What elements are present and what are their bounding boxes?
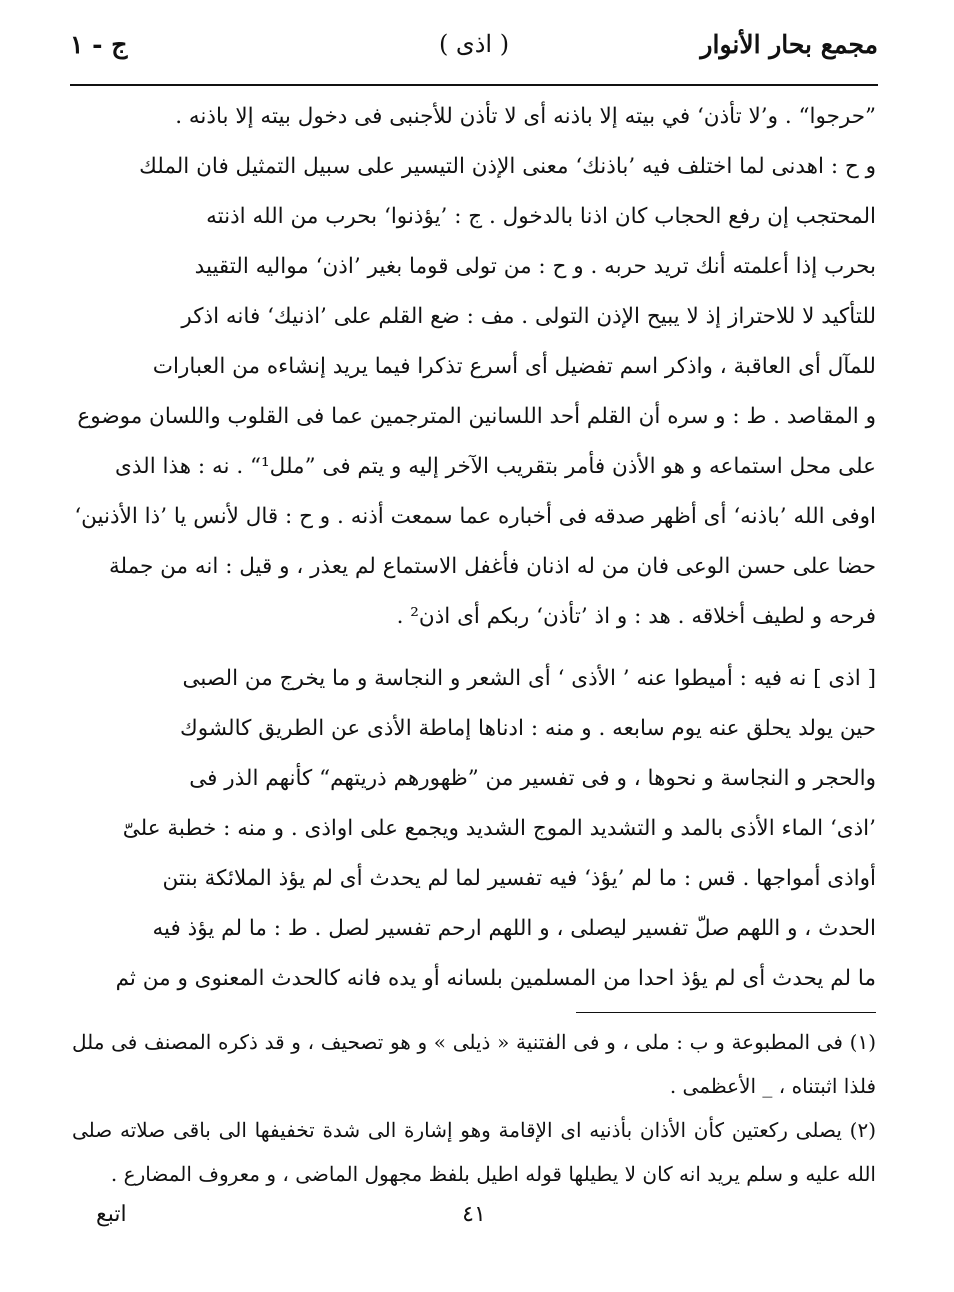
text-line: فرحه و لطيف أخلاقه . هد : و اذ ’تأذن‘ ربكم أى اذن² . [396,604,876,629]
footnote-1: (١) فى المطبوعة و ب : ملى ، و فى الفتنية « ذيلى » و هو تصحيف ، و قد ذكره المصنف فى ملل فلذا اثبتناه ، _ الأعظمى . [72,1030,877,1098]
entry-heading: ( اذى ) [438,30,510,58]
page-number: ٤١ [462,1202,486,1227]
text-line: للمآل أى العاقبة ، واذكر اسم تفضيل أى أسرع تذكرا فيما يريد إنشاءه من العبارات [152,354,876,379]
entry-line: ما لم يحدث أى لم يؤذ احدا من المسلمين بلسانه أو يده فانه كالحدث المعنوى و من ثم [115,966,876,991]
entry-line: ’اذى‘ الماء الأذى بالمد و التشديد الموج الشديد ويجمع على اواذى . و منه : خطبة علىّ [122,816,876,841]
text-line: و المقاصد . ط : و سره أن القلم أحد اللسانين المترجمين عما فى القلوب واللسان موضوع [77,404,876,429]
text-line: و ح : اهدنى لما اختلف فيه ’باذنك‘ معنى الإذن التيسير على سبيل التمثيل فان الملك [139,154,876,179]
header-rule [70,84,878,86]
volume-label: ج - ١ [70,29,128,59]
text-line: اوفى الله ’باذنه‘ أى أظهر صدقه فى أخباره عما سمعت أذنه . و ح : قال لأنس يا ’ذا الأذنين‘ [74,504,876,529]
text-line: على محل استماعه و هو الأذن فأمر بتقريب الآخر إليه و يتم فى ”ملل¹“ . نه : هذا الذى [115,454,876,479]
text-line: ”حرجوا“ . و’لا تأذن‘ في بيته إلا باذنه أى لا تأذن للأجنبى فى دخول بيته إلا باذنه . [175,104,876,129]
footnote-rule [576,1012,876,1013]
text-line: للتأكيد لا للاحتراز إذ لا يبيح الإذن التولى . مف : ضع القلم على ’اذنيك‘ فانه اذكر [181,304,876,329]
entry-line: [ اذى ] نه فيه : أميطوا عنه ’ الأذى ‘ أى الشعر و النجاسة و ما يخرج من الصبى [182,666,876,691]
main-text [72,92,876,1004]
footnote-2: (٢) يصلى ركعتين كأن الأذان بأذنيه اى الإقامة وهو إشارة الى شدة تخفيفها الى باقى صلاته صلى الله عليه و سلم يريد انه كان لا يطيلها قوله اطيل بلفظ مجهول الماضى ، و معروف المضارع . [72,1118,876,1186]
text-line: المحتجب إن رفع الحجاب كان اذنا بالدخول . ج : ’يؤذنوا‘ بحرب من الله اذنته [206,204,876,229]
running-header [70,22,878,66]
text-line: حضا على حسن الوعى فان من له اذنان فأغفل الاستماع لم يعذر ، و قيل : انه من جملة [108,554,876,579]
catchword: اتبع [96,1202,127,1227]
page-footer [72,1202,876,1242]
footnotes [72,1020,876,1196]
entry-line: حين يولد يحلق عنه يوم سابعه . و منه : ادناها إماطة الأذى عن الطريق كالشوك [180,716,876,741]
text-line: بحرب إذا أعلمته أنك تريد حربه . و ح : من تولى قوما بغير ’اذن‘ مواليه التقييد [194,254,876,279]
book-title: مجمع بحار الأنوار [700,29,878,59]
entry-line: الحدث ، و اللهم صلّ تفسير ليصلى ، و اللهم ارحم تفسير لصل . ط : ما لم يؤذ فيه [152,916,876,941]
entry-line: والحجر و النجاسة و نحوها ، و فى تفسير من ”ظهورهم ذريتهم“ كأنهم الذر فى [189,766,876,791]
entry-line: أواذى أمواجها . قس : ما لم ’يؤذ‘ فيه تفسير لما لم يحدث أى لم يؤذ الملائكة بنتن [162,866,876,891]
